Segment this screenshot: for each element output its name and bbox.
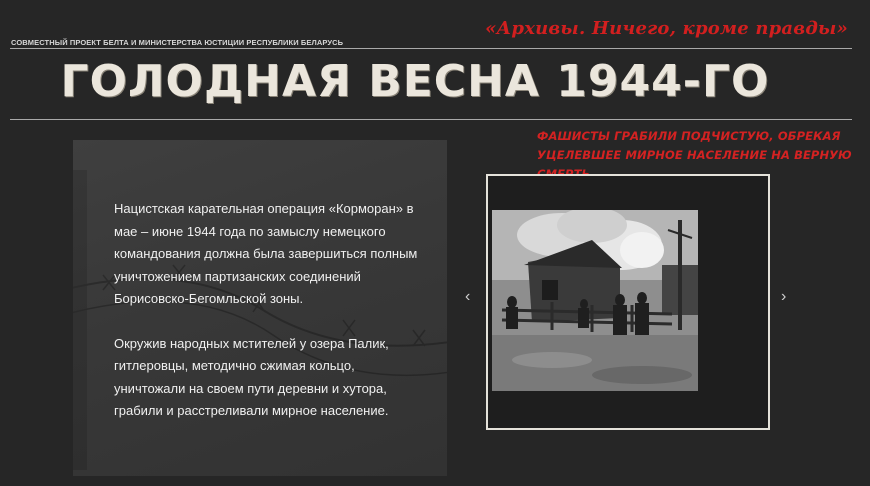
subtitle-line-2: УЦЕЛЕВШЕЕ МИРНОЕ НАСЕЛЕНИЕ НА ВЕРНУЮ bbox=[537, 148, 852, 162]
article-paragraph-2: Окружив народных мстителей у озера Палик, гитлеровцы, методично сжимая кольцо, уничтожали на своем пути деревни и хутора, грабили и расстреливали мирное население. bbox=[114, 335, 389, 418]
top-divider bbox=[10, 48, 852, 49]
project-note: СОВМЕСТНЫЙ ПРОЕКТ БЕЛТА И МИНИСТЕРСТВА ЮСТИЦИИ РЕСПУБЛИКИ БЕЛАРУСЬ bbox=[11, 38, 344, 47]
title-divider bbox=[10, 119, 852, 120]
photo-gallery bbox=[486, 174, 770, 430]
photo-illustration bbox=[492, 210, 698, 391]
series-title: «Архивы. Ничего, кроме правды» bbox=[485, 18, 848, 39]
article-paragraph-1: Нацистская карательная операция «Корморан» в мае – июне 1944 года по замыслу немецкого командования должна была завершиться полным уничтожением партизанских соединений Борисовско-Бегомльской зоны. bbox=[114, 201, 418, 306]
article-text bbox=[114, 198, 424, 445]
chevron-right-icon[interactable]: › bbox=[781, 288, 787, 305]
subtitle-line-1: ФАШИСТЫ ГРАБИЛИ ПОДЧИСТУЮ, ОБРЕКАЯ bbox=[537, 129, 841, 143]
page-title: ГОЛОДНАЯ ВЕСНА 1944-ГО bbox=[60, 56, 770, 107]
article-panel bbox=[73, 140, 447, 476]
chevron-left-icon[interactable]: ‹ bbox=[465, 288, 471, 305]
burning-village-photo bbox=[492, 210, 698, 391]
